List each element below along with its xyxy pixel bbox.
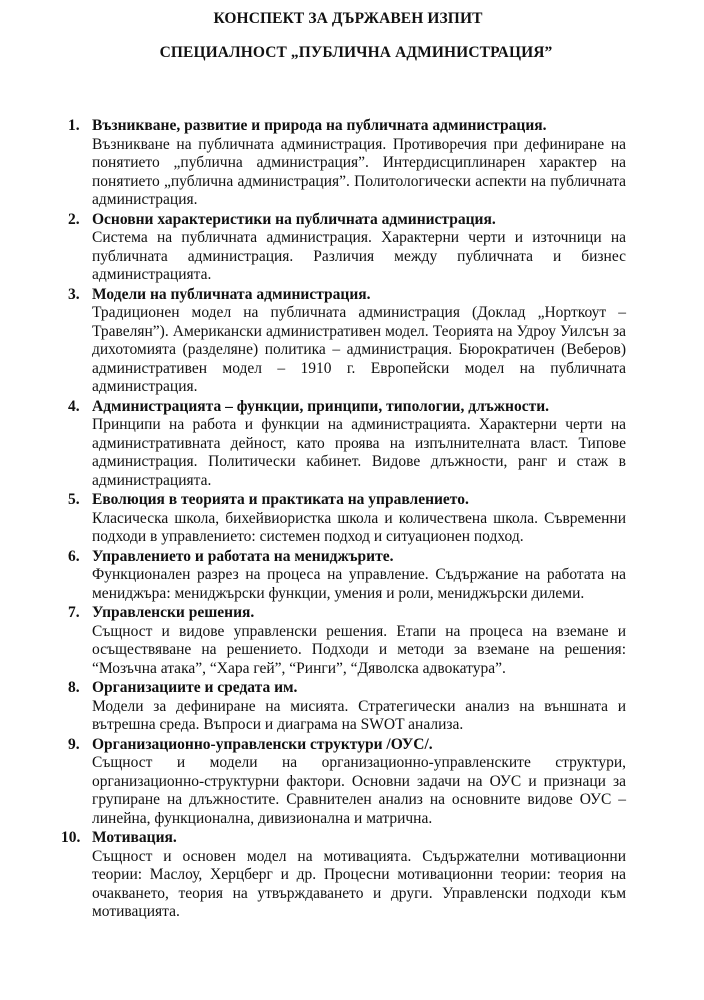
topic-number: 9.	[68, 735, 80, 753]
topic-heading: Организационно-управленски структури /ОУС/.	[92, 735, 433, 753]
topic-text: Възникване на публичната администрация. Противоречия при дефиниране на понятието „публична администрация”. Интердисциплинарен характер на понятието „публична администрация”. Политологически аспекти на публичната администрация.	[92, 135, 626, 208]
topics-list	[61, 117, 626, 923]
topic-number: 2.	[68, 210, 80, 228]
topic-text: Същност и основен модел на мотивацията. Съдържателни мотивационни теории: Маслоу, Херцберг и др. Процесни мотивационни теории: теория на очакването, теория на утвърждаването и други. Управленски подходи към мотивацията.	[92, 847, 626, 920]
topic-heading: Еволюция в теорията и практиката на управлението.	[92, 491, 469, 508]
topic-item	[61, 829, 626, 922]
topic-item	[68, 398, 626, 491]
topic-item	[68, 736, 626, 829]
topic-number: 1.	[68, 117, 80, 134]
topic-heading: Възникване, развитие и природа на публичната администрация.	[92, 117, 547, 134]
topic-heading: Администрацията – функции, принципи, типологии, длъжности.	[92, 397, 550, 415]
topic-text: Същност и видове управленски решения. Етапи на процеса на вземане и осъществяване на решението. Подходи и методи за вземане на решения: “Мозъчна атака”, “Хара гей”, “Ринги”, “Дяволска адвокатура”.	[92, 622, 626, 677]
topic-item	[68, 679, 626, 735]
topic-number: 7.	[68, 604, 80, 621]
topic-number: 4.	[68, 397, 80, 415]
topic-heading: Организациите и средата им.	[92, 679, 298, 696]
topic-item	[68, 211, 626, 285]
topic-text: Модели за дефиниране на мисията. Стратегически анализ на външната и вътрешна среда. Въпроси и диаграма на SWOT анализа.	[92, 697, 626, 733]
topic-item	[68, 491, 626, 547]
topic-text: Функционален разрез на процеса на управление. Съдържание на работата на мениджъра: мениджърски функции, умения и роли, мениджърски дилеми.	[92, 566, 626, 602]
topic-text: Система на публичната администрация. Характерни черти и източници на публичната администрация. Различия между публичната и бизнес администрацията.	[92, 229, 626, 283]
topic-item	[68, 117, 626, 210]
document-title: КОНСПЕКТ ЗА ДЪРЖАВЕН ИЗПИТ	[213, 10, 483, 27]
topic-heading: Мотивация.	[92, 829, 177, 846]
topic-number: 3.	[68, 285, 80, 303]
topic-item	[68, 286, 626, 397]
topic-number: 6.	[68, 547, 80, 565]
topic-number: 5.	[68, 491, 80, 508]
topic-heading: Модели на публичната администрация.	[92, 285, 371, 303]
topic-text: Класическа школа, бихейвиористка школа и количествена школа. Съвременни подходи в управлението: системен подход и ситуационен подход.	[92, 509, 626, 545]
topic-item	[68, 548, 626, 604]
topic-heading: Управлението и работата на мениджърите.	[92, 547, 394, 565]
topic-item	[68, 604, 626, 678]
topic-number: 8.	[68, 679, 80, 696]
document-subtitle: СПЕЦИАЛНОСТ „ПУБЛИЧНА АДМИНИСТРАЦИЯ”	[159, 44, 553, 61]
topic-heading: Управленски решения.	[92, 604, 255, 621]
topic-text: Същност и модели на организационно-управленските структури, организационно-структурни фактори. Основни задачи на ОУС и признаци за групиране на длъжностите. Сравнителен анализ на основните видове ОУС – линейна, функционална, дивизионална и матрична.	[92, 754, 626, 827]
topic-text: Традиционен модел на публичната администрация (Доклад „Норткоут – Травелян”). Американски административен модел. Теорията на Удроу Уилсън за дихотомията (разделяне) политика – администрация. Бюрократичен (Веберов) административен модел – 1910 г. Европейски модел на публичната администрация.	[92, 304, 626, 395]
topic-heading: Основни характеристики на публичната администрация.	[92, 210, 496, 228]
topic-text: Принципи на работа и функции на администрацията. Характерни черти на административната дейност, като проява на изпълнителната власт. Типове администрация. Политически кабинет. Видове длъжности, ранг и стаж в администрацията.	[92, 416, 626, 489]
topic-number: 10.	[61, 829, 81, 846]
